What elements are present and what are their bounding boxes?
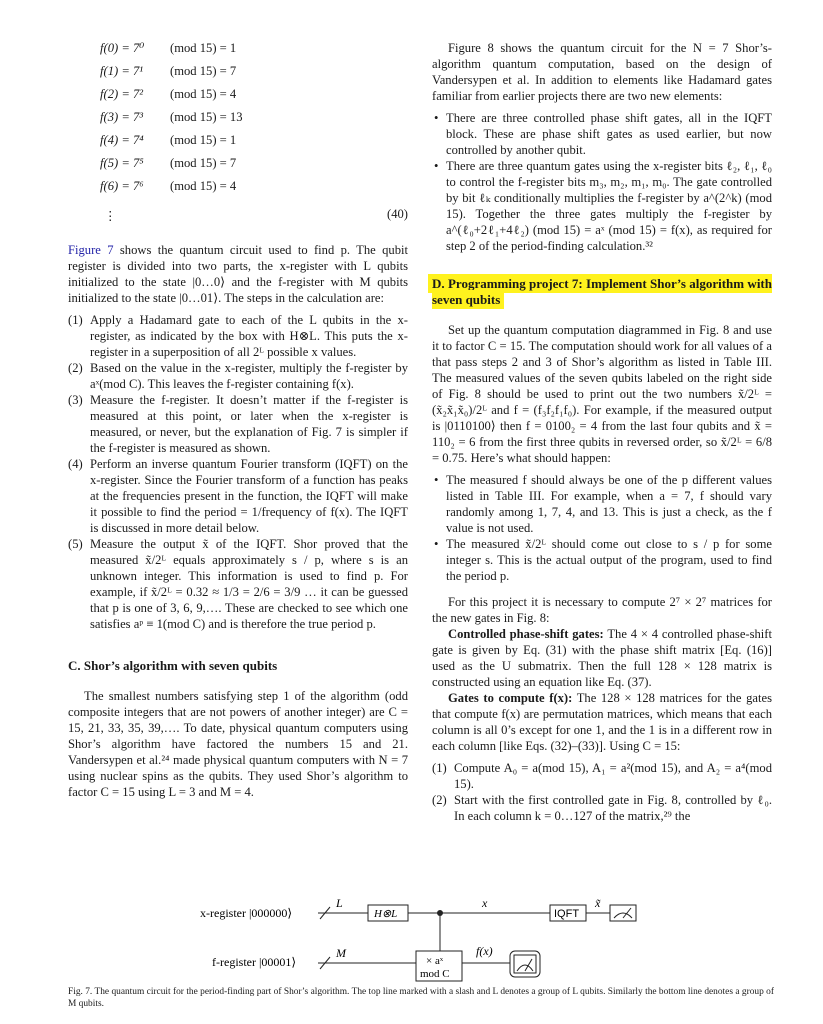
equation-row: f(4) = 7⁴ (mod 15) = 1 <box>100 133 237 147</box>
mod-label: mod C <box>420 968 450 980</box>
list-item: (4) Perform an inverse quantum Fourier transform (IQFT) on the x-register. Since the Fourier transform of a function has peaks at the frequencies present in the function, the IQFT will make it possible to find the period = 1/frequency of f(x). The IQFT is discussed in more detail below. <box>68 457 408 535</box>
hadamard-label: H⊗L <box>374 908 398 920</box>
list-item: (2) Based on the value in the x-register, multiply the f-register by aˣ(mod C). This leaves the f-register containing f(x). <box>68 361 408 391</box>
fig8-intro: Figure 8 shows the quantum circuit for the N = 7 Shor’s-algorithm quantum computation, based on the design of Vandersypen et al. In addition to elements like Hadamard gates familiar from earlier projects there are two new elements: <box>432 41 772 103</box>
paragraph: For this project it is necessary to compute 2⁷ × 2⁷ matrices for the new gates in Fig. 8: <box>432 595 772 625</box>
steps-list <box>68 312 408 632</box>
section-c-text: The smallest numbers satisfying step 1 of the algorithm (odd composite integers that are not powers of another integer) are C = 15, 21, 33, 35, 39,…. To date, physical quantum computers using Shor’s algorithm have factored the numbers 15 and 21. Vandersypen et al.²⁴ made physical quantum computers with N = 7 using nuclear spins as the qubits. They used Shor’s algorithm to factor C = 15 using L = 3 and M = 4. <box>68 689 408 799</box>
equation-dots: ⋮ <box>104 209 117 223</box>
expected-list <box>432 472 772 584</box>
list-item: • There are three controlled phase shift gates, all in the IQFT block. These are phase shift gates as used earlier, but now controlled by another qubit. <box>432 110 772 158</box>
equation-block-40 <box>68 40 408 223</box>
f-register-label: f-register |00001⟩ <box>212 955 297 969</box>
figure-caption: Fig. 7. The quantum circuit for the period-finding part of Shor’s algorithm. The top line marked with a slash and L denotes a group of L qubits. Similarly the bottom line denotes a group of M qubits. <box>68 987 774 1009</box>
list-item: (3) Measure the f-register. It doesn’t matter if the f-register is measured at this point, or later when the x-register is measured, or never, but the explanation of Fig. 7 is simpler if the f-register is measured as shown. <box>68 393 408 455</box>
x-label: x <box>482 896 488 910</box>
equation-row: f(6) = 7⁶ (mod 15) = 4 <box>100 179 237 193</box>
list-item: (5) Measure the output x̃ of the IQFT. Shor proved that the measured x̃/2ᴸ equals approximately s / p, where s is an unknown integer. This information is used to find p. For example, if x̃/2ᴸ = 0.32 ≈ 1/3 = 2/6 = 3/9 … it can be guessed that p is one of 3, 6, 9,…. These are checked to see which one satisfies aᵖ ≡ 1(mod C) and is therefore the true period p. <box>68 537 408 631</box>
fig7-intro: Figure 7 shows the quantum circuit used to find p. The qubit register is divided into two parts, the x-register with L qubits initialized to the state |0…0⟩ and the f-register with M qubits initialized to the state |0…01⟩. The steps in the calculation are: <box>68 243 408 305</box>
equation-row: f(3) = 7³ (mod 15) = 13 <box>100 110 243 124</box>
list-item: (2) Start with the first controlled gate in Fig. 8, controlled by ℓ₀. In each column k = 0…127 of the matrix,²⁹ the <box>432 793 772 823</box>
equation-row: f(0) = 7⁰ (mod 15) = 1 <box>100 41 237 55</box>
section-d-title <box>432 276 772 308</box>
section-c-title: C. Shor’s algorithm with seven qubits <box>68 658 278 673</box>
left-column <box>68 40 408 800</box>
list-item: • The measured x̃/2ᴸ should come out close to s / p for some integer s. This is the actual output of the program, used to find the period p. <box>432 536 772 584</box>
equation-row: f(1) = 7¹ (mod 15) = 7 <box>100 64 237 78</box>
x-meter-icon <box>610 905 636 921</box>
list-item: • The measured f should always be one of the p different values listed in Table III. For example, when a = 7, f should vary randomly among 1, 7, 4, and 13. This is just a check, as the f value is not used. <box>432 472 772 536</box>
iqft-label: IQFT <box>554 908 580 920</box>
right-column <box>432 40 772 824</box>
L-label: L <box>336 896 343 910</box>
equation-row: f(2) = 7² (mod 15) = 4 <box>100 87 237 101</box>
equation-row: f(5) = 7⁵ (mod 15) = 7 <box>100 156 237 170</box>
xt-label: x̃ <box>595 896 601 910</box>
f-meter-icon <box>510 951 540 977</box>
paragraph: Controlled phase-shift gates: The 4 × 4 controlled phase-shift gate is given by Eq. (31) with the phase shift matrix [Eq. (16)] used as the U submatrix. Then the full 128 × 128 matrix is constructed using an equation like Eq. (37). <box>432 627 772 689</box>
x-register-label: x-register |000000⟩ <box>200 906 293 920</box>
paragraph: Gates to compute f(x): The 128 × 128 matrices for the gates that compute f(x) are permutation matrices, which means that each column is all 0’s except for one 1, and the 1 is in a different row in each column [like Eqs. (32)–(33)]. Using C = 15: <box>432 691 772 753</box>
highlight: D. Programming project 7: Implement Shor’s algorithm with seven qubits <box>428 274 772 309</box>
new-elements-list <box>432 110 772 254</box>
M-label: M <box>336 946 346 960</box>
fx-label: f(x) <box>476 944 493 958</box>
list-item: (1) Compute A₀ = a(mod 15), A₁ = a²(mod 15), and A₂ = a⁴(mod 15). <box>432 761 772 791</box>
equation-number: (40) <box>387 207 408 221</box>
list-item: • There are three quantum gates using the x-register bits ℓ₂, ℓ₁, ℓ₀ to control the f-register bits m₃, m₂, m₁, m₀. The gate controlled by bit ℓₖ conditionally multiplies the f-register by a^(2^k) (mod 15). Together the three gates multiply the f-register by a^(ℓ₀+2ℓ₁+4ℓ₂) (mod 15) = aˣ (mod 15) = f(x), as required for step 2 of the period-finding calculation.³² <box>432 158 772 254</box>
list-item: (1) Apply a Hadamard gate to each of the L qubits in the x-register, as indicated by the box with H⊗L. This puts the x-register in a superposition of all 2ᴸ possible x values. <box>68 313 408 359</box>
fig7-link[interactable]: Figure 7 <box>68 243 114 257</box>
multiply-label: × aˣ <box>426 955 444 967</box>
section-d-text: Set up the quantum computation diagrammed in Fig. 8 and use it to factor C = 15. The computation should work for all values of a that pass steps 2 and 3 of Shor’s algorithm as listed in Table III. The measured values of the seven qubits labeled on the right side of Fig. 8 should be used to print out the two numbers x̃/2ᴸ = (x̃₂x̃₁x̃₀)/2ᴸ and f = (f₃f₂f₁f₀). For example, if the measured output is |0110100⟩ then f = 0100₂ = 4 from the last four qubits and x̃ = 110₂ = 6 from the first three qubits in reversed order, so x̃/2ᴸ = 6/8 = 0.75. Here’s what should happen: <box>432 323 772 465</box>
circuit-diagram <box>200 890 660 990</box>
compute-steps <box>432 760 772 824</box>
